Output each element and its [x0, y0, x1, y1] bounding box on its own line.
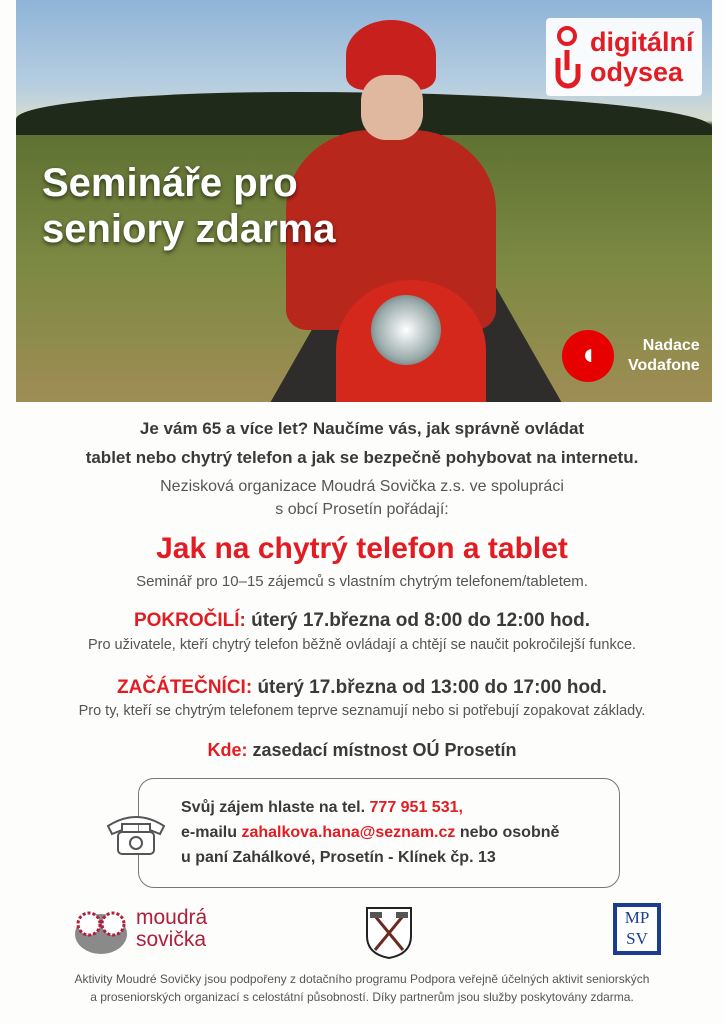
session-beginners-desc: Pro ty, kteří se chytrým telefonem teprve seznamují nebo si potřebují zopakovat základy.: [78, 703, 646, 719]
intro-question: Je vám 65 a více let? Naučíme vás, jak správně ovládat tablet nebo chytrý telefon a jak se bezpečně pohybovat na internetu.: [85, 419, 639, 467]
headline-line: Semináře pro: [42, 161, 298, 205]
hero-photo: [16, 0, 712, 402]
seminar-subtitle: Seminář pro 10–15 zájemců s vlastním chytrým telefonem/tabletem.: [136, 573, 588, 590]
email-link[interactable]: zahalkova.hana@seznam.cz: [241, 824, 456, 841]
logo-text: digitální: [590, 27, 694, 57]
logo-text: odysea: [590, 57, 684, 87]
phone-number[interactable]: 777 951 531,: [369, 799, 463, 816]
telephone-icon: [104, 808, 168, 858]
hero-headline: [42, 160, 335, 252]
mpsv-logo: MP SV: [613, 903, 661, 955]
contact-box: Svůj zájem hlaste na tel. 777 951 531, e-mailu zahalkova.hana@seznam.cz nebo osobně u paní Zahálkové, Prosetín - Klínek čp. 13: [138, 778, 620, 888]
owl-icon: [72, 904, 130, 954]
hand-touch-icon: [550, 22, 584, 92]
sponsor-name: Nadace Vodafone: [628, 337, 700, 374]
moudra-sovicka-logo: moudrá sovička: [72, 904, 207, 954]
session-advanced-time: POKROČILÍ: úterý 17.března od 8:00 do 12:00 hod.: [133, 610, 591, 631]
funding-note: Aktivity Moudré Sovičky jsou podpořeny z dotačního programu Podpora veřejně účelných aktivit seniorských a proseniorských organizací s celostátní působností. Díky partnerům jsou služby poskytovány zdarma.: [74, 972, 650, 1004]
seminar-title: Jak na chytrý telefon a tablet: [156, 532, 568, 565]
digitalni-odysea-logo: [546, 18, 702, 96]
prosetin-coat-of-arms-icon: [365, 906, 413, 960]
session-advanced-desc: Pro uživatele, kteří chytrý telefon běžně ovládají a chtějí se naučit pokročilejší funkce.: [87, 637, 637, 653]
session-beginners-time: ZAČÁTEČNÍCI: úterý 17.března od 13:00 do 17:00 hod.: [117, 677, 607, 698]
vodafone-logo-icon: ◖: [562, 330, 614, 382]
location: Kde: zasedací místnost OÚ Prosetín: [207, 740, 517, 760]
organizer-text: Nezisková organizace Moudrá Sovička z.s. ve spolupráci s obcí Prosetín pořádají:: [160, 478, 564, 518]
headline-line: seniory zdarma: [42, 207, 336, 251]
